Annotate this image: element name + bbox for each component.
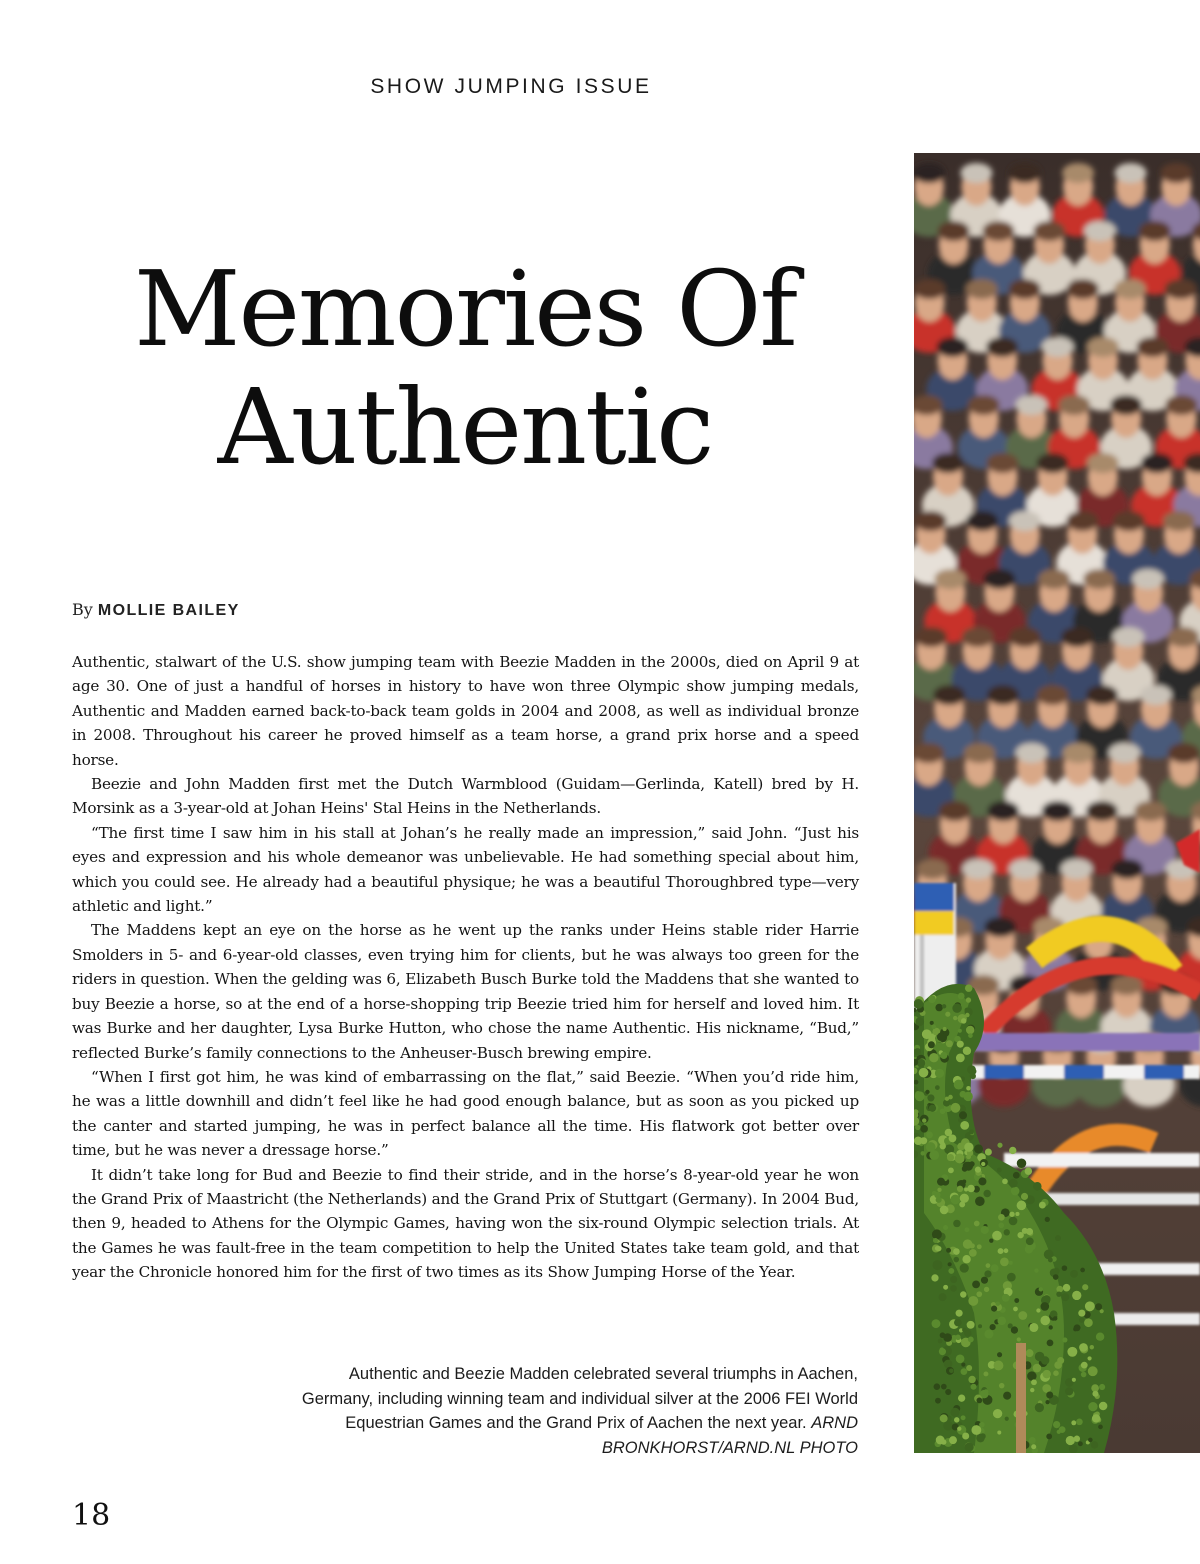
article-paragraph: Beezie and John Madden first met the Dutch Warmblood (Guidam—Gerlinda, Katell) bred by H. Morsink as a 3-year-old at Johan Heins' Stal Heins in the Netherlands. [72, 775, 859, 818]
article-paragraph: The Maddens kept an eye on the horse as he went up the ranks under Heins stable rider Harrie Smolders in 5- and 6-year-old classes, even trying him for clients, but he was always too green for the riders in question. When the gelding was 6, Elizabeth Busch Burke told the Maddens that she wanted to buy Beezie a horse, so at the end of a horse-shopping trip Beezie tried him for herself and loved him. It was Burke and her daughter, Lysa Burke Hutton, who chose the name Authentic. His nickname, “Bud,” reflected Burke’s family connections to the Anheuser-Busch brewing empire. [72, 921, 859, 1062]
article-photo [914, 153, 1200, 1453]
photo-credit: ARND BRONKHORST/ARND.NL PHOTO [601, 1414, 858, 1457]
page-number: 18 [72, 1498, 111, 1533]
author-name: MOLLIE BAILEY [97, 602, 240, 619]
article-headline [40, 250, 890, 486]
article-paragraph: “When I first got him, he was kind of embarrassing on the flat,” said Beezie. “When you’d ride him, he was a little downhill and didn’t feel like he had good enough balance, but as soon as you picked up the canter and started jumping, he was in perfect balance all the time. His flatwork got better over time, but he was never a dressage horse.” [72, 1067, 859, 1160]
article-body [72, 650, 859, 1285]
headline-line-1: Memories Of [134, 248, 796, 370]
article-paragraph: Authentic, stalwart of the U.S. show jumping team with Beezie Madden in the 2000s, died on April 9 at age 30. One of just a handful of horses in history to have won three Olympic show jumping medals, Authentic and Madden earned back-to-back team golds in 2004 and 2008, as well as individual bronze in 2008. Throughout his career he proved himself as a team horse, a grand prix horse and a speed horse. [72, 653, 859, 769]
photo-caption [290, 1362, 858, 1460]
article-paragraph: “The first time I saw him in his stall at Johan’s he really made an impression,” said John. “Just his eyes and expression and his whole demeanor was unbelievable. He had something special about him, which you could see. He already had a beautiful physique; he was a beautiful Thoroughbred type—very athletic and light.” [72, 823, 859, 916]
headline-line-2: Authentic [217, 366, 713, 488]
caption-text: Authentic and Beezie Madden celebrated several triumphs in Aachen, Germany, including winning team and individual silver at the 2006 FEI World Equestrian Games and the Grand Prix of Aachen the next year. [301, 1365, 858, 1432]
crowd-photo-illustration [914, 153, 1200, 1453]
section-kicker: SHOW JUMPING ISSUE [370, 75, 652, 98]
byline [72, 600, 240, 620]
byline-prefix: By [72, 600, 93, 619]
article-paragraph: It didn’t take long for Bud and Beezie to find their stride, and in the horse’s 8-year-old year he won the Grand Prix of Maastricht (the Netherlands) and the Grand Prix of Stuttgart (Germany). In 2004 Bud, then 9, headed to Athens for the Olympic Games, having won the six-round Olympic selection trials. At the Games he was fault-free in the team competition to help the United States take team gold, and that year the Chronicle honored him for the first of two times as its Show Jumping Horse of the Year. [72, 1165, 859, 1282]
